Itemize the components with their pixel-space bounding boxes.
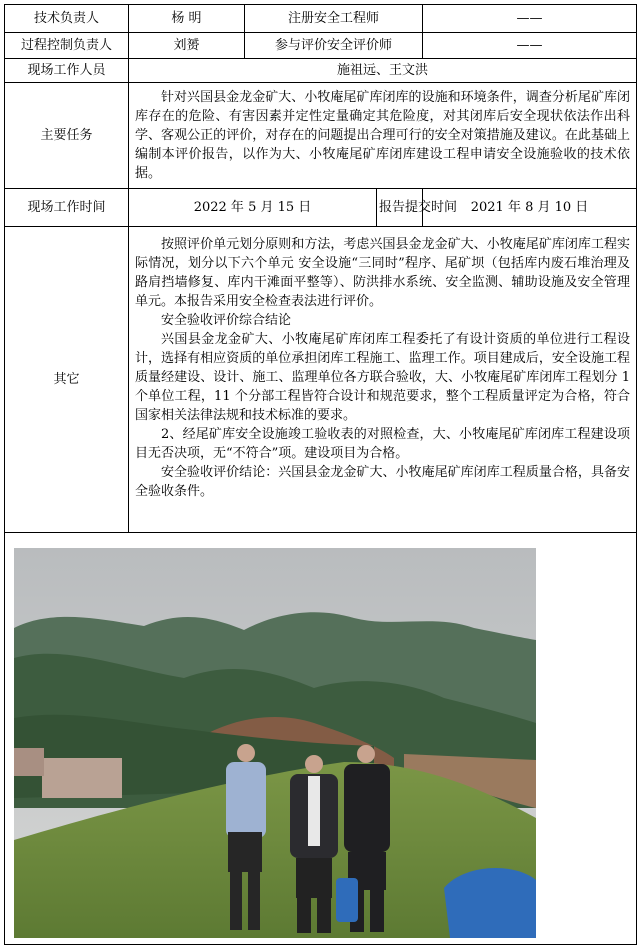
photo-cell bbox=[5, 533, 637, 945]
building-roof bbox=[14, 748, 44, 776]
other-paragraph-1: 按照评价单元划分原则和方法，考虑兴国县金龙金矿大、小牧庵尾矿库闭库工程实际情况，划分以下六个单元 安全设施“三同时”程序、尾矿坝（包括库内废石堆治理及路肩挡墙修复、库内干滩面平整等）、防洪排水系统、安全监测、辅助设施及安全管理单元。本报告采用安全检查表法进行评价。 bbox=[135, 237, 631, 309]
report-time-date: 2021 年 8 月 10 日 bbox=[423, 189, 637, 227]
tech-lead-value: —— bbox=[423, 5, 637, 33]
process-lead-label: 过程控制负责人 bbox=[5, 33, 129, 59]
other-paragraph-2: 安全验收评价综合结论 bbox=[161, 313, 292, 328]
other-content bbox=[129, 227, 637, 533]
report-time-label: 报告提交时间 bbox=[377, 189, 423, 227]
other-label: 其它 bbox=[5, 227, 129, 533]
process-lead-role: 参与评价安全评价师 bbox=[245, 33, 423, 59]
field-staff-value: 施祖远、王文洪 bbox=[129, 59, 637, 83]
tech-lead-name: 杨 明 bbox=[129, 5, 245, 33]
other-paragraph-4: 2、经尾矿库安全设施竣工验收表的对照检查，大、小牧庵尾矿库闭库工程建设项目无否决项，无“不符合”项。建设项目为合格。 bbox=[135, 427, 631, 461]
row-work-time bbox=[5, 189, 637, 227]
other-paragraph-5: 安全验收评价结论：兴国县金龙金矿大、小牧庵尾矿库闭库工程质量合格，具备安全验收条件。 bbox=[135, 465, 631, 499]
row-tech-lead bbox=[5, 5, 637, 33]
row-process-lead bbox=[5, 33, 637, 59]
process-lead-value: —— bbox=[423, 33, 637, 59]
field-staff-label: 现场工作人员 bbox=[5, 59, 129, 83]
building bbox=[42, 758, 122, 798]
tech-lead-label: 技术负责人 bbox=[5, 5, 129, 33]
row-main-task bbox=[5, 83, 637, 189]
main-task-text bbox=[129, 83, 637, 189]
main-task-paragraph: 针对兴国县金龙金矿大、小牧庵尾矿库闭库的设施和环境条件，调查分析尾矿库闭库存在的危险、有害因素并定性定量确定其危险度，对其闭库后安全现状依法作出科学、客观公正的评价，对存在的问题提出合理可行的安全对策措施及建议。在此基础上编制本评价报告，以作为大、小牧庵尾矿库闭库建设工程申请安全设施验收的技术依据。 bbox=[135, 90, 631, 181]
site-photo-image bbox=[14, 548, 536, 938]
main-task-label: 主要任务 bbox=[5, 83, 129, 189]
process-lead-name: 刘赟 bbox=[129, 33, 245, 59]
bag bbox=[336, 878, 358, 922]
work-time-date: 2022 年 5 月 15 日 bbox=[129, 189, 377, 227]
umbrella-icon bbox=[444, 868, 536, 938]
row-photo bbox=[5, 533, 637, 945]
staff-info-table bbox=[4, 4, 637, 945]
work-time-label: 现场工作时间 bbox=[5, 189, 129, 227]
row-other bbox=[5, 227, 637, 533]
site-photo bbox=[14, 548, 536, 938]
row-field-staff bbox=[5, 59, 637, 83]
other-paragraph-3: 兴国县金龙金矿大、小牧庵尾矿库闭库工程委托了有设计资质的单位进行工程设计，选择有相应资质的单位承担闭库工程施工、监理工作。项目建成后，安全设施工程质量经建设、设计、施工、监理单位各方联合验收，大、小牧庵尾矿库闭库工程划分 1 个单位工程，11 个分部工程皆符合设计和规范要求，整个工程质量评定为合格，符合国家相关法律法规和技术标准的要求。 bbox=[135, 332, 631, 423]
tech-lead-role: 注册安全工程师 bbox=[245, 5, 423, 33]
